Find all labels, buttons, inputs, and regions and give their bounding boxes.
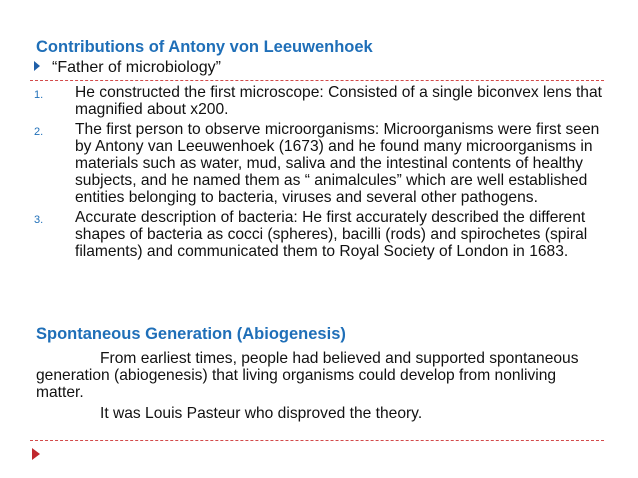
list-item <box>34 209 604 260</box>
bottom-divider <box>30 440 604 441</box>
section-heading-spontaneous-generation: Spontaneous Generation (Abiogenesis) <box>36 325 346 343</box>
contributions-list <box>34 84 604 260</box>
paragraph-pasteur <box>36 405 602 422</box>
list-number: 1. <box>34 89 44 101</box>
section-heading-contributions: Contributions of Antony von Leeuwenhoek <box>36 38 373 56</box>
list-item <box>34 84 604 118</box>
paragraph-text: It was Louis Pasteur who disproved the theory. <box>100 405 423 422</box>
triangle-bullet-icon <box>34 61 40 71</box>
paragraph-abiogenesis <box>36 350 602 401</box>
bullet-item <box>34 59 221 77</box>
list-number: 2. <box>34 126 44 138</box>
list-text: Accurate description of bacteria: He first accurately described the different shapes of bacteria as cocci (spheres), bacilli (rods) and spirochetes (spiral filaments) and communicated them to Royal Society of London in 1683. <box>75 209 588 260</box>
list-number: 3. <box>34 214 44 226</box>
bullet-text: “Father of microbiology” <box>52 59 221 76</box>
red-triangle-marker-icon <box>32 448 40 460</box>
top-divider <box>30 80 604 81</box>
list-text: The first person to observe microorganisms: Microorganisms were first seen by Antony van Leeuwenhoek (1673) and he found many microorganisms in materials such as water, mud, saliva and the intestinal contents of healthy subjects, and he named them as “ animalcules” which are well established entities belonging to bacteria, viruses and several other pathogens. <box>75 121 600 206</box>
list-item <box>34 121 604 206</box>
list-text: He constructed the first microscope: Consisted of a single biconvex lens that magnified about x200. <box>75 84 602 118</box>
paragraph-text: From earliest times, people had believed and supported spontaneous generation (abiogenesis) that living organisms could develop from nonliving matter. <box>36 350 579 401</box>
